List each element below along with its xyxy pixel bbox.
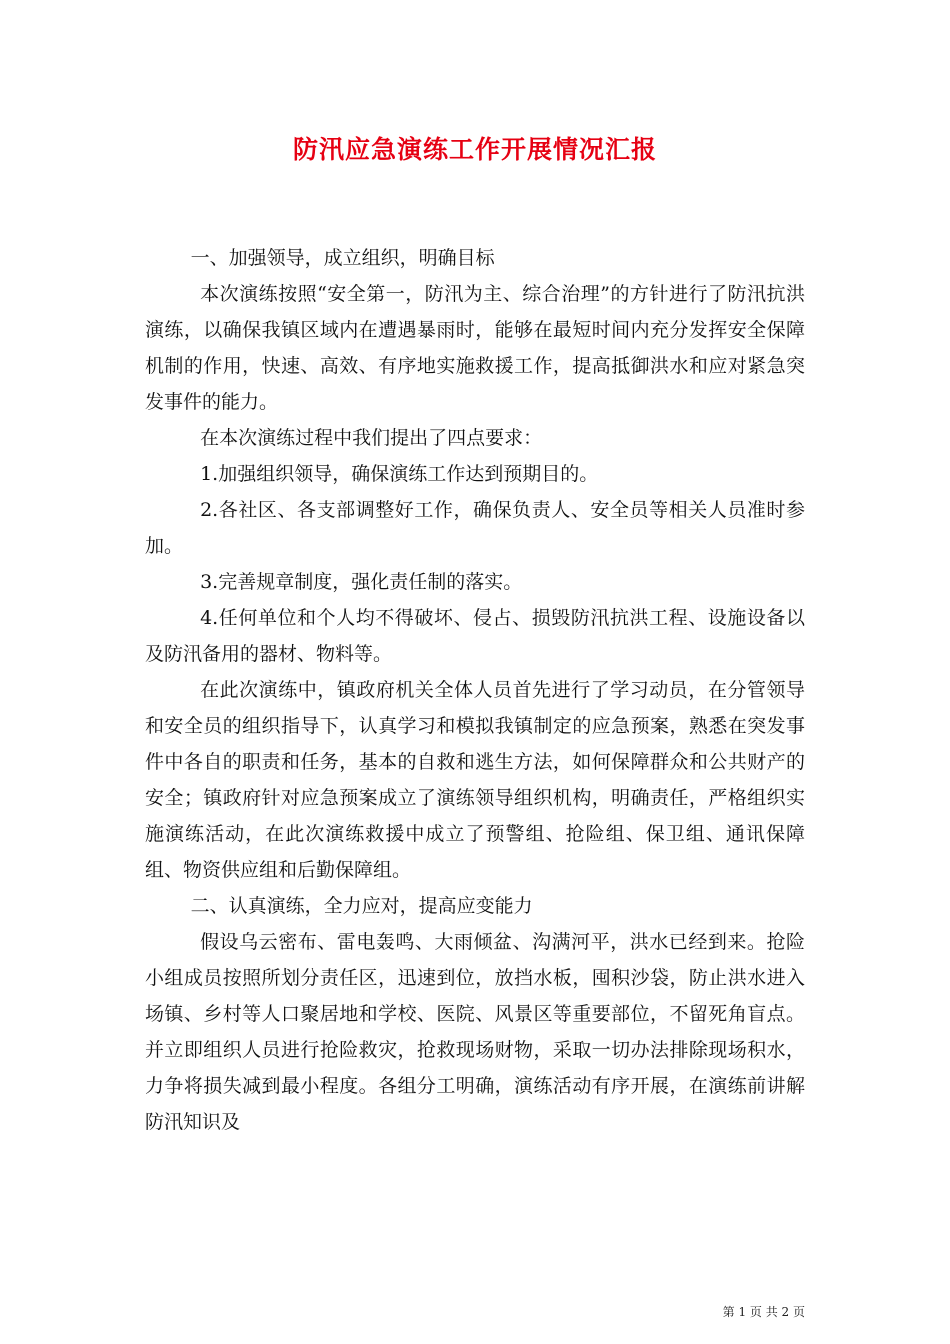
paragraph-requirements-intro: 在本次演练过程中我们提出了四点要求： — [200, 427, 543, 449]
requirement-item-4: 4.任何单位和个人均不得破坏、侵占、损毁防汛抗洪工程、设施设备以及防汛备用的器材、物料等。 — [145, 607, 805, 665]
section-heading-1: 一、加强领导，成立组织，明确目标 — [190, 247, 495, 269]
paragraph-scenario: 假设乌云密布、雷电轰鸣、大雨倾盆、沟满河平，洪水已经到来。抢险小组成员按照所划分责任区，迅速到位，放挡水板，囤积沙袋，防止洪水进入场镇、乡村等人口聚居地和学校、医院、风景区等重要部位，不留死角盲点。并立即组织人员进行抢险救灾，抢救现场财物，采取一切办法排除现场积水，力争将损失减到最小程度。各组分工明确，演练活动有序开展，在演练前讲解防汛知识及 — [145, 931, 805, 1133]
page-number-footer: 第 1 页 共 2 页 — [722, 1305, 805, 1319]
paragraph-intro: 本次演练按照“安全第一，防汛为主、综合治理”的方针进行了防汛抗洪演练，以确保我镇区域内在遭遇暴雨时，能够在最短时间内充分发挥安全保障机制的作用，快速、高效、有序地实施救援工作，提高抵御洪水和应对紧急突发事件的能力。 — [145, 283, 805, 413]
section-heading-2: 二、认真演练，全力应对，提高应变能力 — [190, 895, 533, 917]
document-body — [145, 240, 805, 1140]
paragraph-drill-process: 在此次演练中，镇政府机关全体人员首先进行了学习动员，在分管领导和安全员的组织指导下，认真学习和模拟我镇制定的应急预案，熟悉在突发事件中各自的职责和任务，基本的自救和逃生方法，如何保障群众和公共财产的安全；镇政府针对应急预案成立了演练领导组织机构，明确责任，严格组织实施演练活动，在此次演练救援中成立了预警组、抢险组、保卫组、通讯保障组、物资供应组和后勤保障组。 — [145, 679, 805, 881]
requirement-item-3: 3.完善规章制度，强化责任制的落实。 — [200, 571, 523, 593]
requirement-item-1: 1.加强组织领导，确保演练工作达到预期目的。 — [200, 463, 599, 485]
requirement-item-2: 2.各社区、各支部调整好工作，确保负责人、安全员等相关人员准时参加。 — [145, 499, 805, 557]
document-title: 防汛应急演练工作开展情况汇报 — [292, 135, 657, 164]
